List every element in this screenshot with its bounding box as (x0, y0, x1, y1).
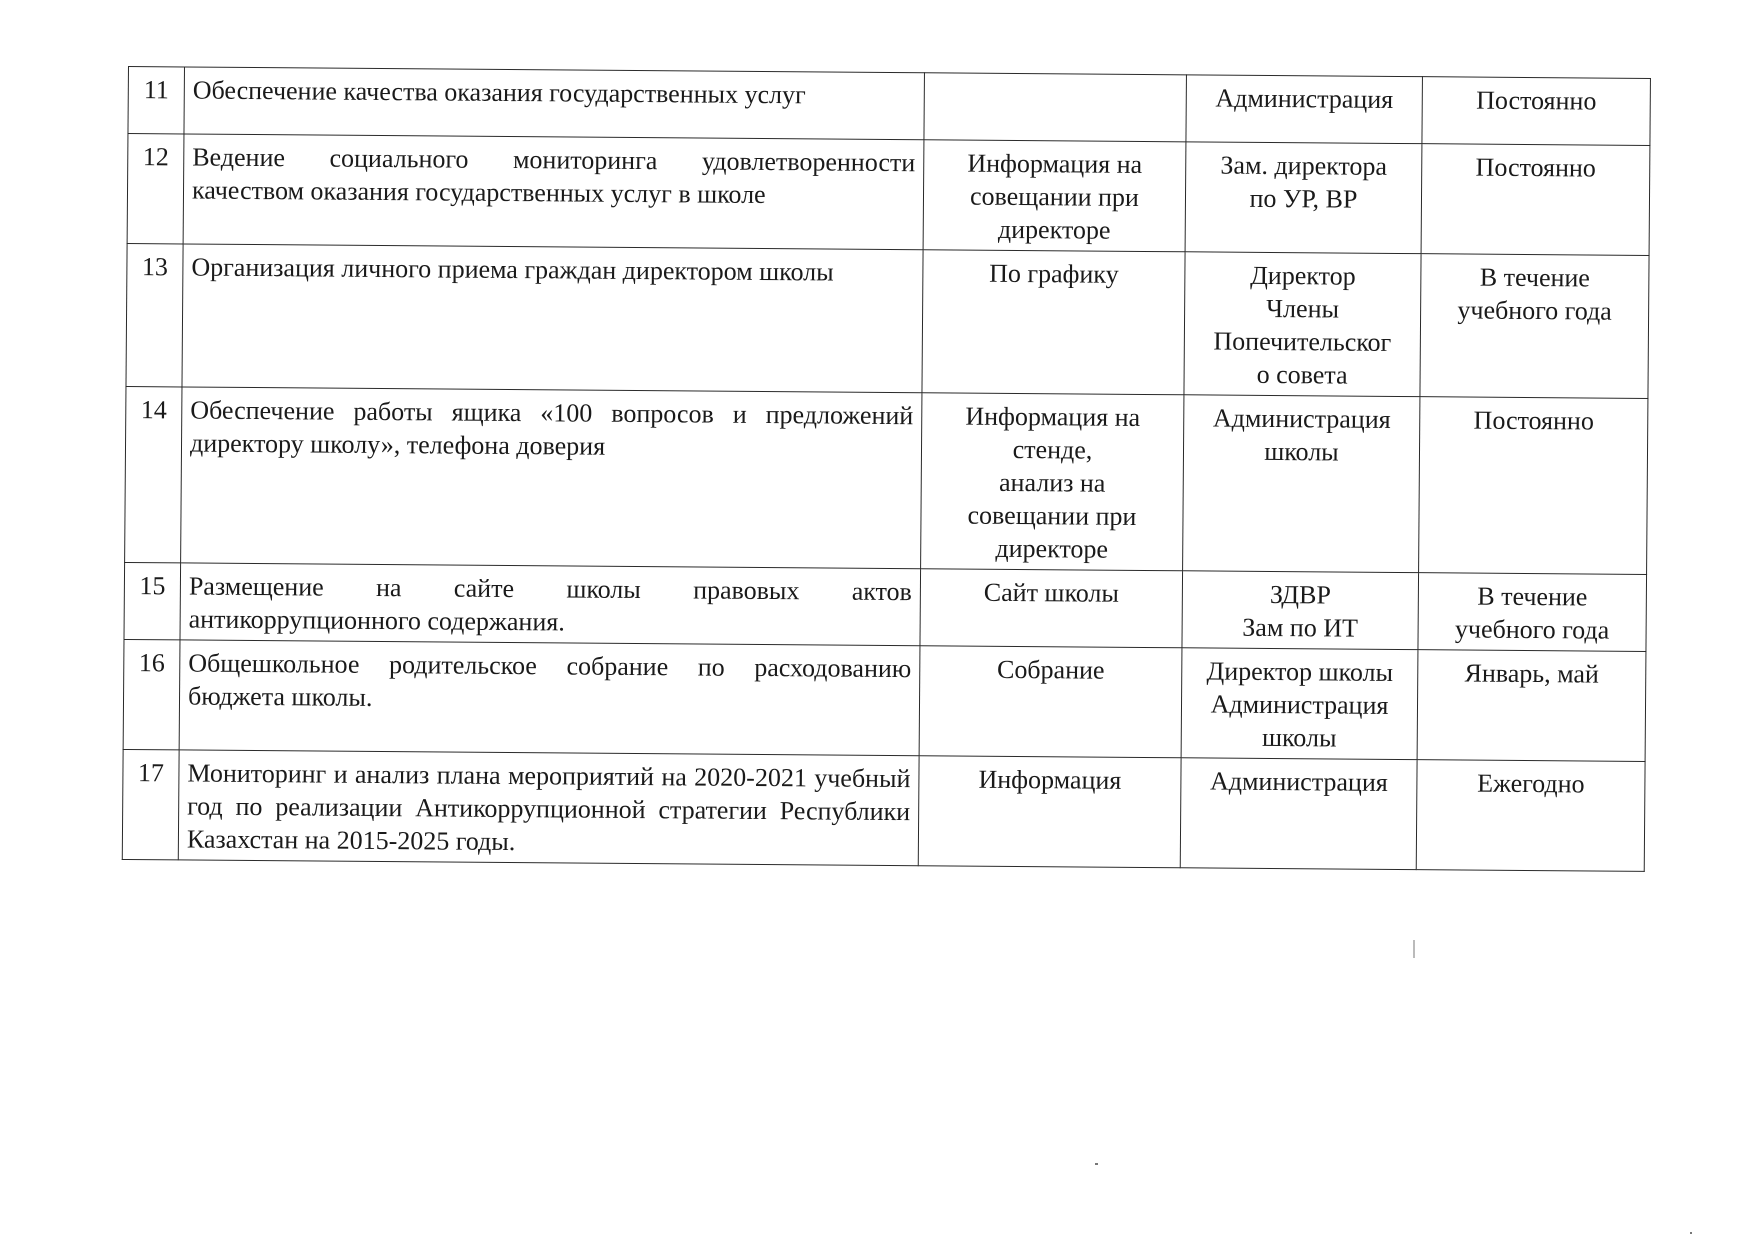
deadline: В течение учебного года (1418, 573, 1647, 652)
table-row (122, 749, 1645, 871)
activity-description: Обеспечение качества оказания государственных услуг (184, 67, 925, 140)
deadline: Январь, май (1417, 650, 1646, 762)
activity-description: Общешкольное родительское собрание по расходованию бюджета школы. (179, 640, 920, 756)
table-row (126, 243, 1649, 398)
row-number: 16 (123, 639, 180, 749)
completion-form: Информация на стенде, анализ на совещании при директоре (921, 393, 1184, 571)
row-number: 15 (124, 562, 181, 639)
table-row (123, 639, 1646, 761)
responsible: Директор школы Администрация школы (1181, 648, 1418, 760)
responsible: Директор Члены Попечительског о совета (1184, 252, 1421, 397)
responsible: ЗДВР Зам по ИТ (1182, 571, 1419, 650)
responsible: Администрация (1186, 75, 1423, 144)
activity-description: Мониторинг и анализ плана мероприятий на 2020-2021 учебный год по реализации Антикоррупционной стратегии Республики Казахстан на 2015-2025 годы. (178, 750, 919, 866)
row-number: 14 (125, 386, 182, 562)
row-number: 12 (127, 134, 184, 244)
scan-speck (1095, 1163, 1098, 1165)
plan-table-wrapper (122, 66, 1650, 872)
completion-form: По графику (922, 250, 1185, 395)
completion-form: Информация (918, 756, 1181, 868)
scan-speck (1413, 940, 1415, 958)
activity-description: Ведение социального мониторинга удовлетворенности качеством оказания государственных услуг в школе (183, 134, 924, 250)
table-row (128, 67, 1650, 146)
responsible: Зам. директора по УР, ВР (1185, 142, 1422, 254)
table-row (124, 562, 1647, 651)
completion-form: Сайт школы (920, 569, 1183, 648)
deadline: Постоянно (1422, 77, 1651, 146)
row-number: 17 (122, 749, 179, 859)
activity-description: Организация личного приема граждан директором школы (182, 244, 923, 393)
responsible: Администрация (1180, 758, 1417, 870)
deadline: Ежегодно (1416, 760, 1645, 872)
plan-table (122, 66, 1651, 872)
completion-form: Информация на совещании при директоре (923, 140, 1186, 252)
activity-description: Размещение на сайте школы правовых актов антикоррупционного содержания. (180, 563, 921, 646)
completion-form: Собрание (919, 646, 1182, 758)
completion-form (924, 73, 1187, 142)
table-row (127, 134, 1650, 256)
row-number: 13 (126, 243, 183, 386)
table-row (125, 386, 1648, 574)
deadline: Постоянно (1419, 397, 1648, 575)
activity-description: Обеспечение работы ящика «100 вопросов и предложений директору школу», телефона доверия (181, 387, 922, 569)
responsible: Администрация школы (1183, 395, 1420, 573)
row-number: 11 (128, 67, 185, 134)
scan-speck (1690, 1232, 1692, 1234)
deadline: Постоянно (1421, 144, 1650, 256)
deadline: В течение учебного года (1420, 254, 1649, 399)
